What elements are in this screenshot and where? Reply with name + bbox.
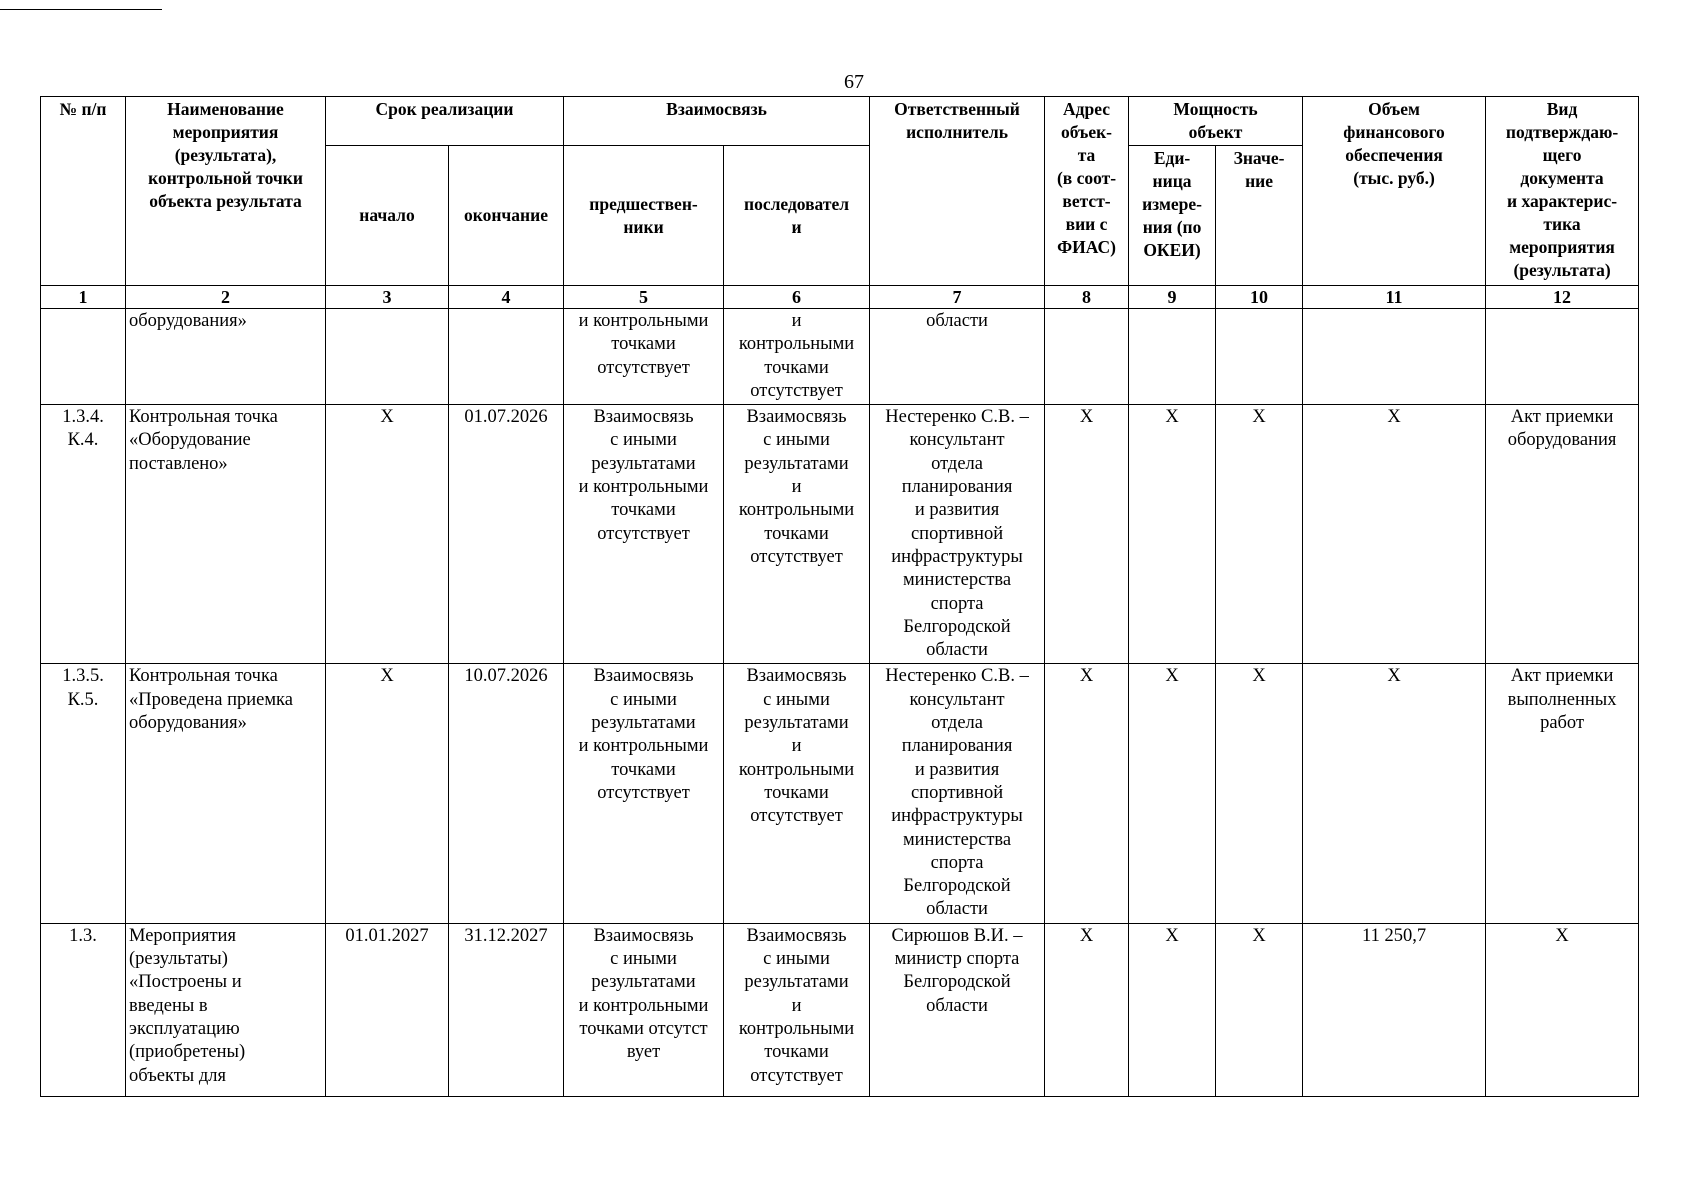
header-col-document: Вид подтверждаю- щего документа и характерис- тика мероприятия (результата): [1486, 97, 1639, 286]
header-col-responsible: Ответственный исполнитель: [870, 97, 1045, 286]
header-col-name: Наименование мероприятия (результата), контрольной точки объекта результата: [126, 97, 326, 286]
cell-unit: X: [1129, 405, 1216, 664]
cell-successors: и контрольными точками отсутствует: [724, 309, 870, 405]
header-col-predecessors: предшествен- ники: [564, 146, 724, 286]
cell-responsible: Нестеренко С.В. – консультант отдела планирования и развития спортивной инфраструктуры министерства спорта Белгородской области: [870, 664, 1045, 923]
cell-name: оборудования»: [126, 309, 326, 405]
header-col-finance: Объем финансового обеспечения (тыс. руб.): [1303, 97, 1486, 286]
corner-rule: [0, 9, 162, 10]
cell-end: 01.07.2026: [449, 405, 564, 664]
cell-number: 1.3.: [41, 923, 126, 1096]
column-number: 1: [41, 286, 126, 309]
column-number: 12: [1486, 286, 1639, 309]
column-number: 8: [1045, 286, 1129, 309]
cell-start: X: [326, 664, 449, 923]
column-number: 11: [1303, 286, 1486, 309]
cell-document: Акт приемки выполненных работ: [1486, 664, 1639, 923]
cell-predecessors: Взаимосвязь с иными результатами и контрольными точками отсутствует: [564, 405, 724, 664]
column-number: 3: [326, 286, 449, 309]
header-link-group: Взаимосвязь: [564, 97, 870, 146]
cell-document: X: [1486, 923, 1639, 1096]
cell-predecessors: и контрольными точками отсутствует: [564, 309, 724, 405]
cell-start: [326, 309, 449, 405]
cell-responsible: Нестеренко С.В. – консультант отдела планирования и развития спортивной инфраструктуры министерства спорта Белгородской области: [870, 405, 1045, 664]
column-number-row: [41, 286, 1639, 309]
cell-number: 1.3.4. К.4.: [41, 405, 126, 664]
table-row: [41, 405, 1639, 664]
cell-finance: [1303, 309, 1486, 405]
cell-responsible: области: [870, 309, 1045, 405]
cell-number: [41, 309, 126, 405]
cell-value: X: [1216, 664, 1303, 923]
cell-value: X: [1216, 405, 1303, 664]
column-number: 6: [724, 286, 870, 309]
cell-number: 1.3.5. К.5.: [41, 664, 126, 923]
cell-name: Мероприятия (результаты) «Построены и введены в эксплуатацию (приобретены) объекты для: [126, 923, 326, 1096]
header-capacity-group: Мощность объект: [1129, 97, 1303, 146]
cell-unit: X: [1129, 923, 1216, 1096]
cell-finance: X: [1303, 664, 1486, 923]
cell-end: 31.12.2027: [449, 923, 564, 1096]
cell-address: X: [1045, 923, 1129, 1096]
cell-unit: [1129, 309, 1216, 405]
header-col-start: начало: [326, 146, 449, 286]
cell-address: X: [1045, 405, 1129, 664]
header-term-group: Срок реализации: [326, 97, 564, 146]
cell-address: [1045, 309, 1129, 405]
page-number: 67: [844, 71, 864, 93]
cell-finance: 11 250,7: [1303, 923, 1486, 1096]
cell-end: 10.07.2026: [449, 664, 564, 923]
header-col-end: окончание: [449, 146, 564, 286]
header-col-number: № п/п: [41, 97, 126, 286]
cell-name: Контрольная точка «Проведена приемка оборудования»: [126, 664, 326, 923]
column-number: 10: [1216, 286, 1303, 309]
cell-successors: Взаимосвязь с иными результатами и контрольными точками отсутствует: [724, 405, 870, 664]
column-number: 2: [126, 286, 326, 309]
column-number: 4: [449, 286, 564, 309]
column-number: 9: [1129, 286, 1216, 309]
cell-start: X: [326, 405, 449, 664]
cell-address: X: [1045, 664, 1129, 923]
table-row: [41, 923, 1639, 1096]
cell-document: [1486, 309, 1639, 405]
table-row: [41, 309, 1639, 405]
cell-finance: X: [1303, 405, 1486, 664]
cell-value: [1216, 309, 1303, 405]
cell-responsible: Сирюшов В.И. – министр спорта Белгородской области: [870, 923, 1045, 1096]
cell-successors: Взаимосвязь с иными результатами и контрольными точками отсутствует: [724, 923, 870, 1096]
header-col-value: Значе- ние: [1216, 146, 1303, 286]
column-number: 5: [564, 286, 724, 309]
cell-successors: Взаимосвязь с иными результатами и контрольными точками отсутствует: [724, 664, 870, 923]
cell-document: Акт приемки оборудования: [1486, 405, 1639, 664]
cell-predecessors: Взаимосвязь с иными результатами и контрольными точками отсутствует: [564, 664, 724, 923]
header-col-successors: последовател и: [724, 146, 870, 286]
header-col-unit: Еди- ница измере- ния (по ОКЕИ): [1129, 146, 1216, 286]
cell-start: 01.01.2027: [326, 923, 449, 1096]
plan-table: [40, 96, 1639, 1097]
cell-unit: X: [1129, 664, 1216, 923]
cell-end: [449, 309, 564, 405]
header-col-address: Адрес объек- та (в соот- ветст- вии с ФИАС): [1045, 97, 1129, 286]
header-row: [41, 97, 1639, 146]
cell-value: X: [1216, 923, 1303, 1096]
column-number: 7: [870, 286, 1045, 309]
table-row: [41, 664, 1639, 923]
cell-predecessors: Взаимосвязь с иными результатами и контрольными точками отсутст вует: [564, 923, 724, 1096]
cell-name: Контрольная точка «Оборудование поставлено»: [126, 405, 326, 664]
